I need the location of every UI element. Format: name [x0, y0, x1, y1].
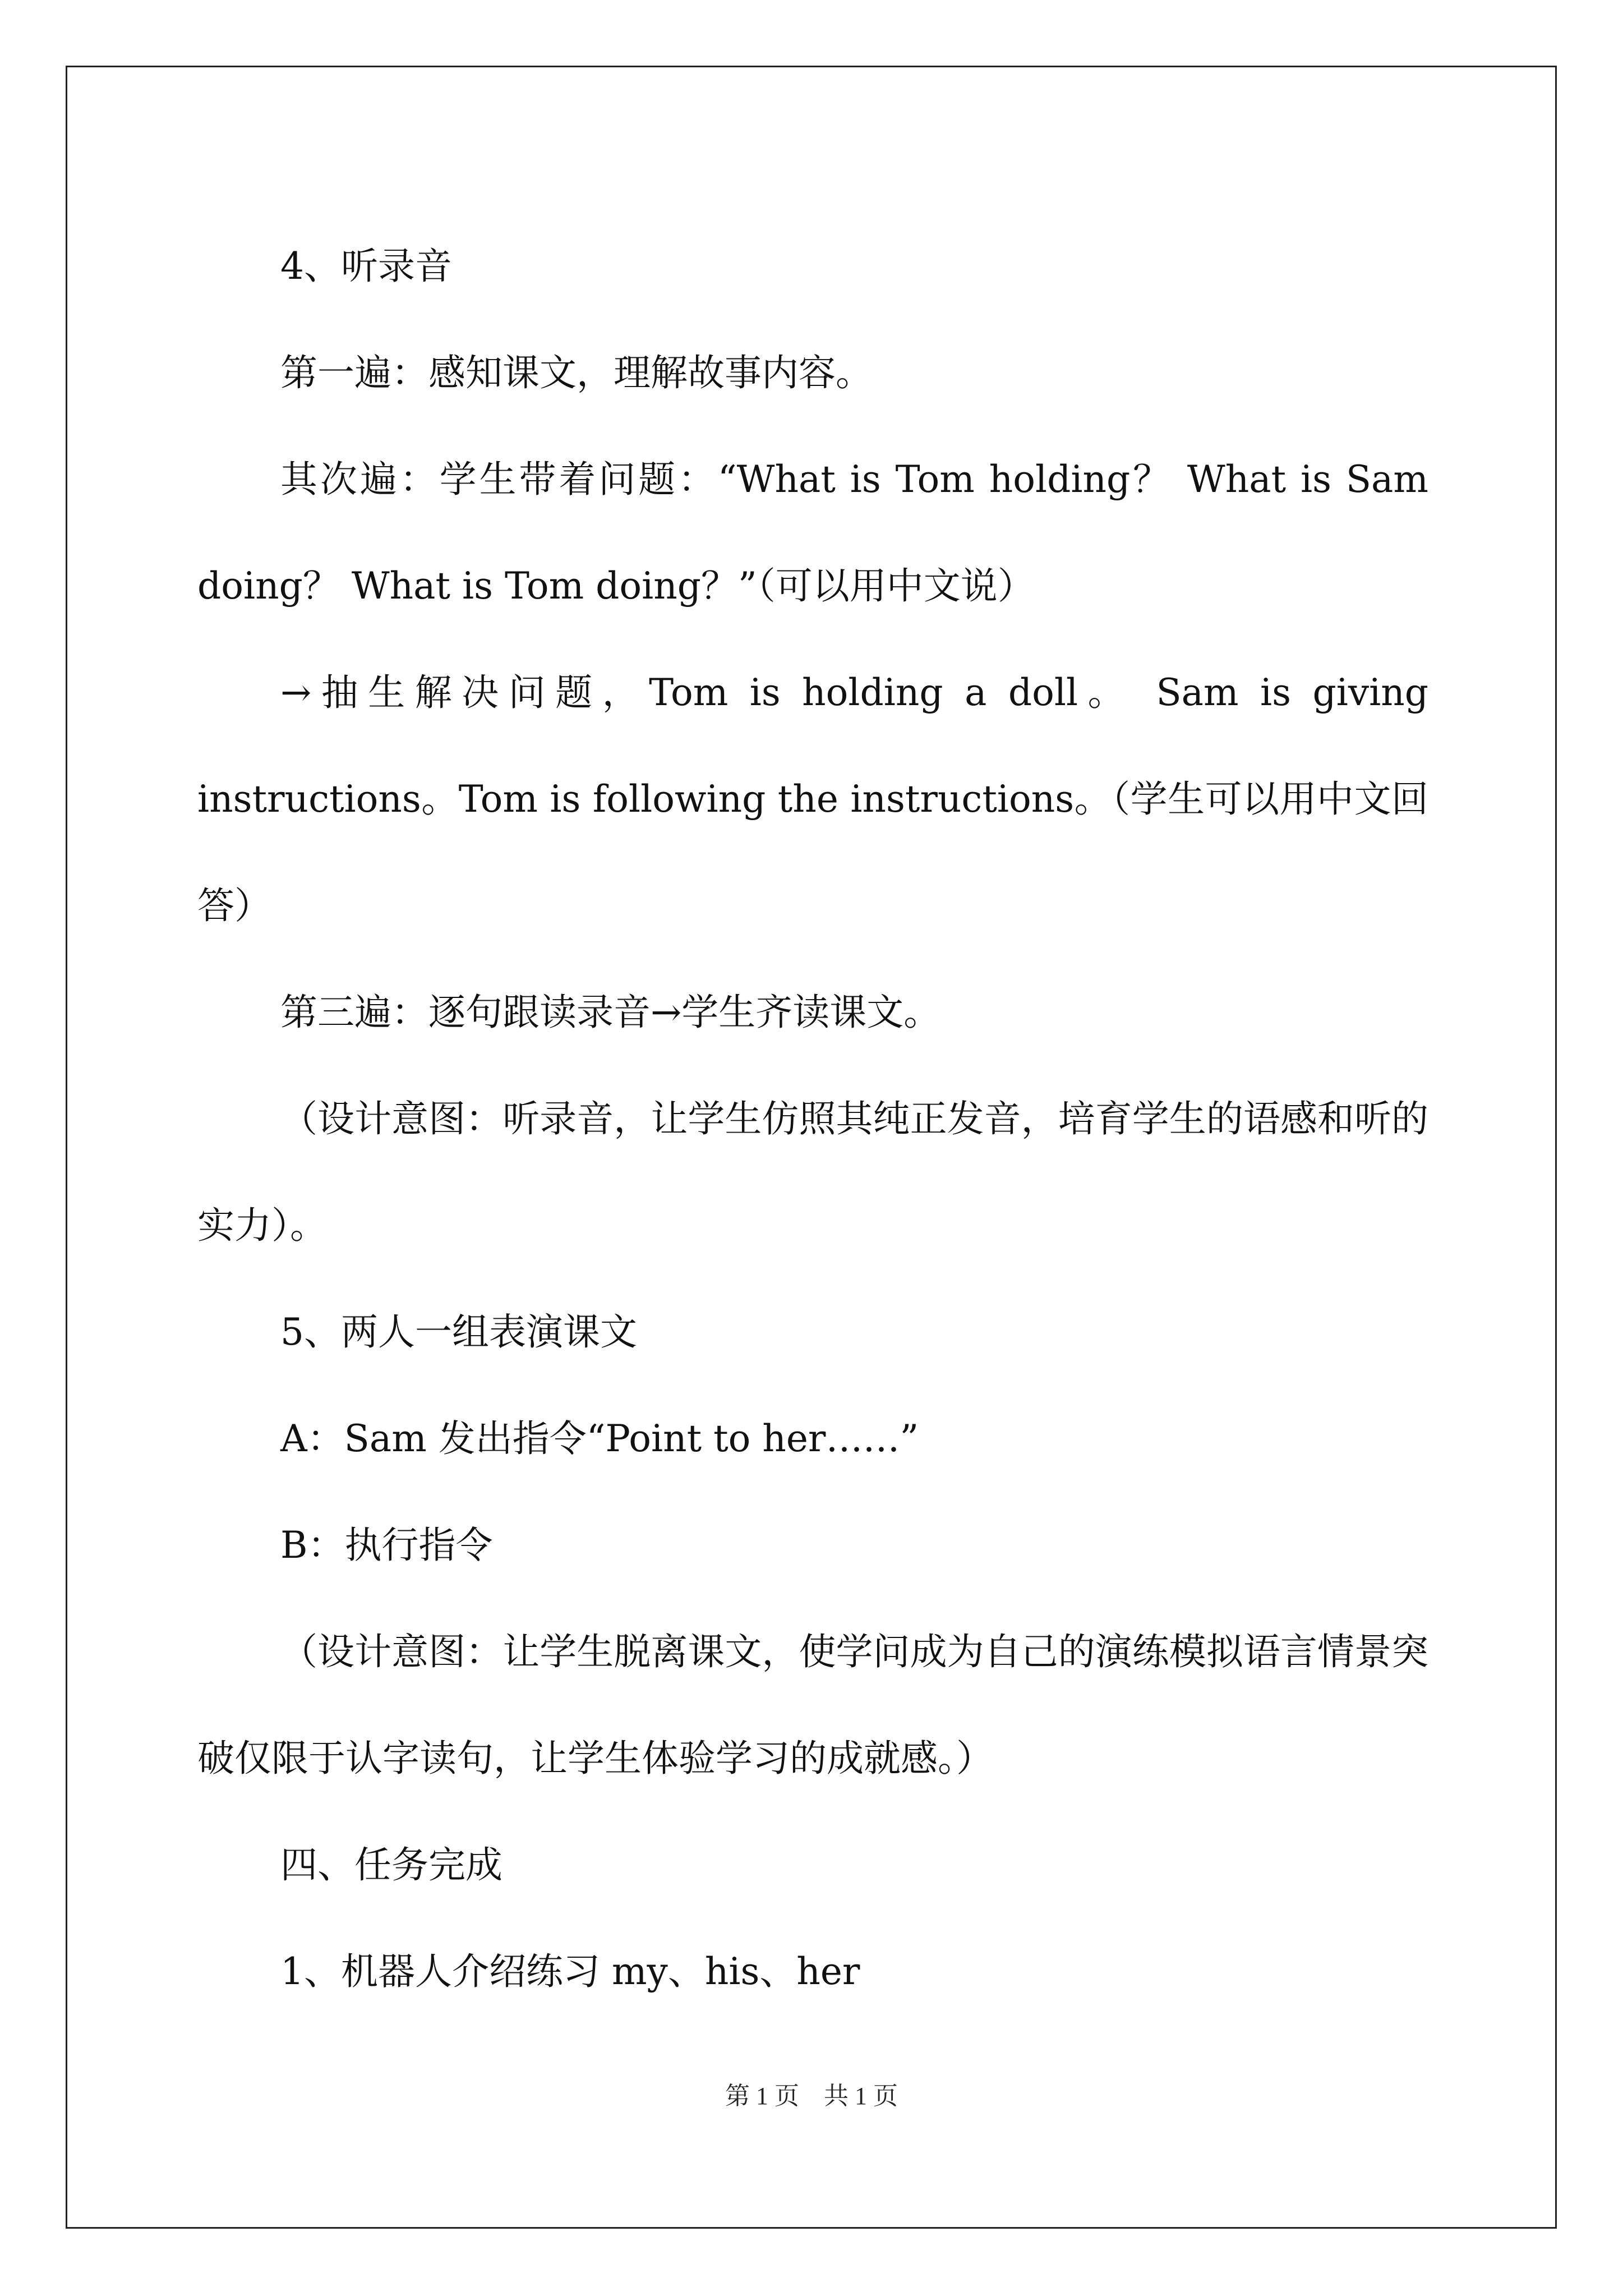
document-body: [197, 213, 1428, 2025]
paragraph-task-completion: 四、任务完成: [280, 1843, 502, 1887]
paragraph-third-pass: 第三遍：逐句跟读录音→学生齐读课文。: [280, 991, 941, 1034]
paragraph-design-intent-1: （设计意图：听录音，让学生仿照其纯正发音，培育学生的语感和听的实力）。: [197, 1097, 1428, 1247]
paragraph-design-intent-2: （设计意图：让学生脱离课文，使学问成为自己的演练模拟语言情景突破仅限于认字读句，让学生体验学习的成就感。）: [197, 1630, 1428, 1780]
paragraph-first-pass: 第一遍：感知课文，理解故事内容。: [280, 351, 873, 394]
paragraph-role-a: A：Sam 发出指令“Point to her……”: [280, 1417, 919, 1460]
paragraph-pair-performance: 5、两人一组表演课文: [280, 1310, 637, 1354]
paragraph-answer-questions: →抽生解决问题，Tom is holding a doll。 Sam is giving instructions。Tom is following the instructions。（学生可以用中文回答）: [197, 671, 1428, 927]
paragraph-role-b: B：执行指令: [280, 1524, 493, 1567]
page-footer: 第 1 页 共 1 页: [725, 2082, 898, 2110]
paragraph-robot-intro: 1、机器人介绍练习 my、his、her: [280, 1950, 860, 1993]
paragraph-second-pass: 其次遍：学生带着问题：“What is Tom holding？ What is Sam doing？ What is Tom doing？”（可以用中文说）: [197, 458, 1428, 608]
paragraph-listen-recording: 4、听录音: [280, 245, 452, 288]
